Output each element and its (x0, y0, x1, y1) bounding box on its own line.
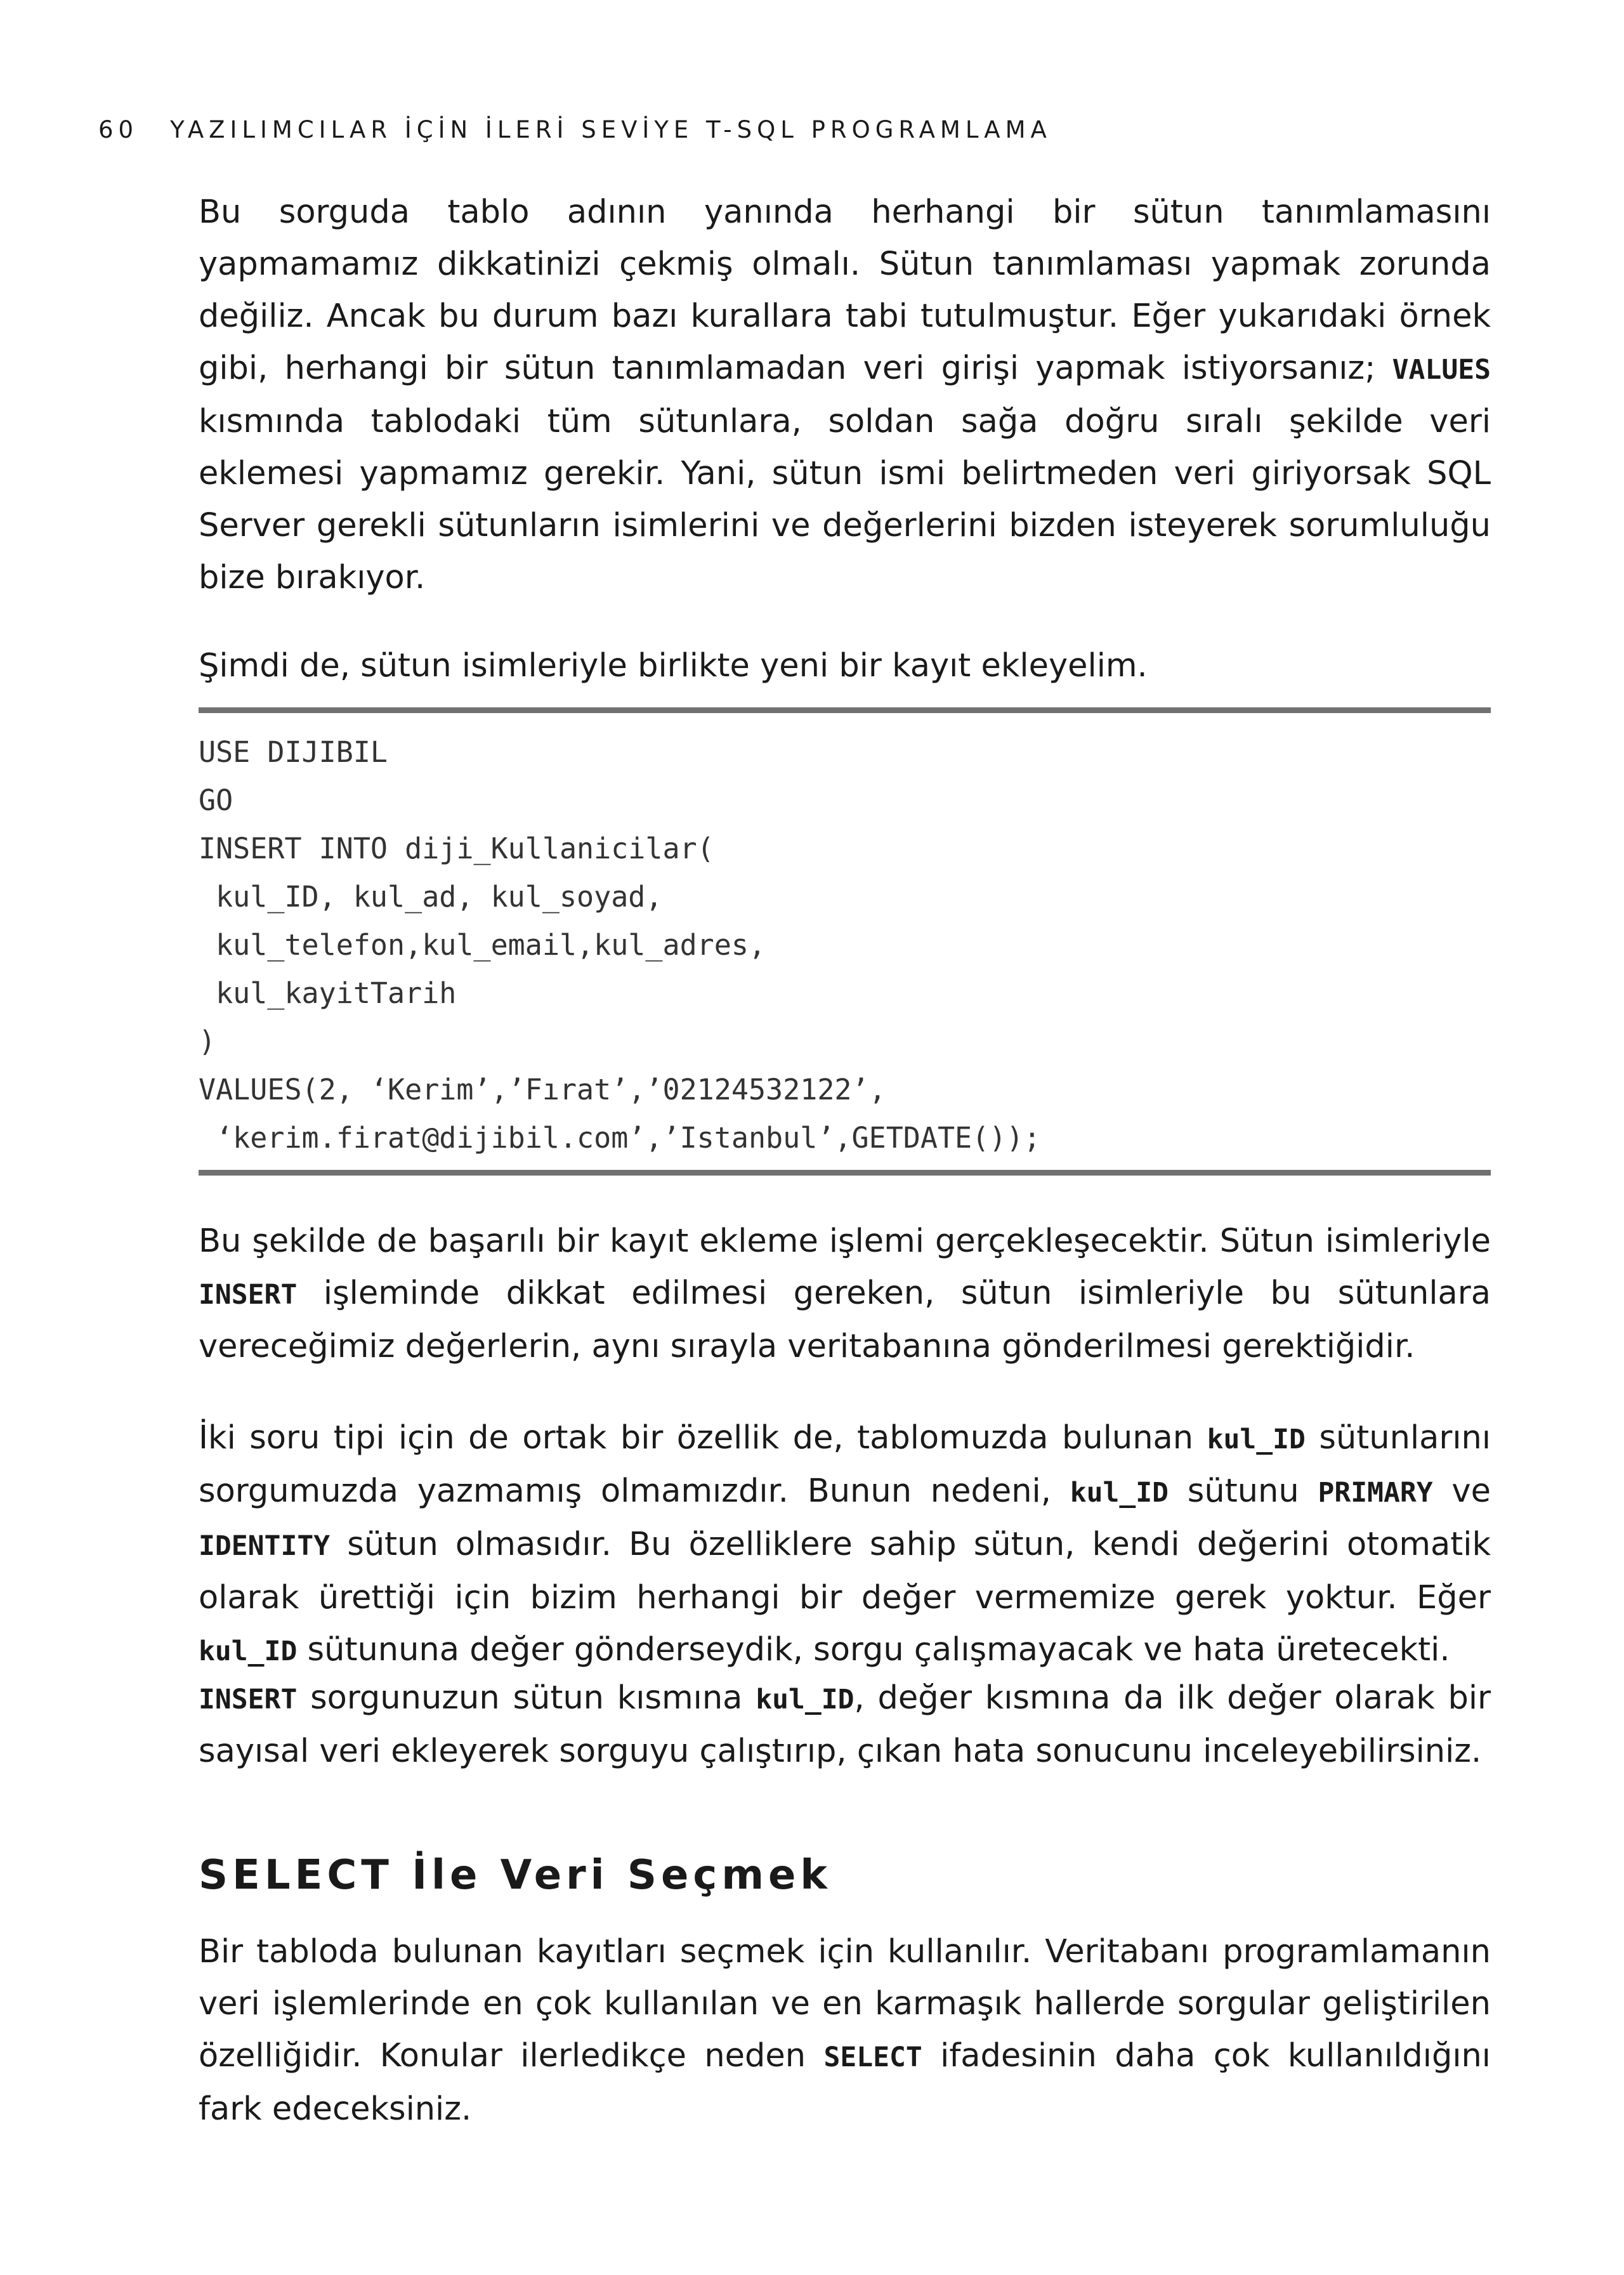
code-line: INSERT INTO diji_Kullanicilar( (199, 832, 714, 865)
paragraph-text: Bu sorguda tablo adının yanında herhangi bir sütun tanımlamasını yapmamamız dikkatinizi çekmiş olmalı. Sütun tanımlaması yapmak zorunda değiliz. Ancak bu durum bazı kurallara tabi tutulmuştur. Eğer yukarıdaki örnek gibi, herhangi bir sütun tanımlamadan veri girişi yapmak istiyorsanız; (199, 193, 1491, 387)
code-line: kul_ID, kul_ad, kul_soyad, (199, 880, 663, 914)
code-line: ) (199, 1025, 216, 1058)
code-bottom-rule (199, 1170, 1491, 1176)
page-number: 60 (98, 116, 139, 143)
inline-code-kul-id: kul_ID (199, 1636, 298, 1667)
sql-code-block (199, 728, 1491, 1162)
paragraph-5 (199, 1672, 1491, 1778)
running-head (98, 116, 1494, 154)
book-title: YAZILIMCILAR İÇİN İLERİ SEVİYE T-SQL PROGRAMLAMA (170, 116, 1052, 143)
inline-code-insert: INSERT (199, 1279, 298, 1311)
inline-code-kul-id: kul_ID (756, 1684, 855, 1715)
code-line: GO (199, 783, 233, 817)
paragraph-text: sütununa değer gönderseydik, sorgu çalışmayacak ve hata üretecekti. (297, 1631, 1450, 1669)
code-line: kul_telefon,kul_email,kul_adres, (199, 928, 766, 962)
inline-code-kul-id: kul_ID (1207, 1424, 1306, 1455)
paragraph-1 (199, 187, 1491, 604)
paragraph-text: Bir tabloda bulunan kayıtları seçmek için kullanılır. Veritabanı programlamanın veri işlemlerinde en çok kullanılan ve en karmaşık hallerde sorgular geliştirilen özelliğidir. Konular ilerledikçe neden (199, 1933, 1491, 2075)
code-line: USE DIJIBIL (199, 735, 388, 769)
paragraph-text: Bu şekilde de başarılı bir kayıt ekleme işlemi gerçekleşecektir. Sütun isimleriyle (199, 1223, 1491, 1260)
inline-code-select: SELECT (823, 2042, 922, 2073)
paragraph-3 (199, 1216, 1491, 1373)
paragraph-text: sütun olmasıdır. Bu özelliklere sahip sütun, kendi değerini otomatik olarak ürettiği için bizim herhangi bir değer vermemize gerek yoktur. Eğer (199, 1526, 1491, 1616)
paragraph-text: kısmında tablodaki tüm sütunlara, soldan sağa doğru sıralı şekilde veri eklemesi yapmamız gerekir. Yani, sütun ismi belirtmeden veri giriyorsak SQL Server gerekli sütunların isimlerini ve değerlerini bizden isteyerek sorumluluğu bize bırakıyor. (199, 403, 1491, 596)
section-title: SELECT İle Veri Seçmek (199, 1852, 832, 1899)
code-line: ‘kerim.firat@dijibil.com’,’Istanbul’,GETDATE()); (199, 1121, 1041, 1155)
paragraph-text: ve (1432, 1472, 1491, 1510)
paragraph-text: sorgunuzun sütun kısmına (297, 1679, 756, 1717)
paragraph-text: işleminde dikkat edilmesi gereken, sütun isimleriyle bu sütunlara vereceğimiz değerlerin, aynı sırayla veritabanına gönderilmesi gerektiğidir. (199, 1275, 1491, 1365)
paragraph-4 (199, 1412, 1491, 1677)
inline-code-identity: IDENTITY (199, 1530, 331, 1562)
inline-code-insert: INSERT (199, 1684, 298, 1715)
paragraph-text: Şimdi de, sütun isimleriyle birlikte yeni bir kayıt ekleyelim. (199, 647, 1148, 685)
paragraph-text: İki soru tipi için de ortak bir özellik de, tablomuzda bulunan (199, 1419, 1207, 1457)
code-line: VALUES(2, ‘Kerim’,’Fırat’,’02124532122’, (199, 1073, 886, 1106)
paragraph-6 (199, 1926, 1491, 2135)
paragraph-2 (199, 640, 1491, 692)
paragraph-text: sütunlarını sorgumuzda yazmamış olmamızdır. Bunun nedeni, (199, 1419, 1491, 1510)
paragraph-text: , değer kısmına da ilk değer olarak bir sayısal veri ekleyerek sorguyu çalıştırıp, çıkan hata sonucunu inceleyebilirsiniz. (199, 1679, 1491, 1770)
inline-code-kul-id: kul_ID (1070, 1477, 1169, 1509)
code-line: kul_kayitTarih (199, 976, 457, 1010)
paragraph-text: ifadesinin daha çok kullanıldığını fark edeceksiniz. (199, 2037, 1491, 2128)
inline-code-primary: PRIMARY (1318, 1477, 1433, 1509)
inline-code-values: VALUES (1392, 354, 1491, 386)
code-top-rule (199, 707, 1491, 713)
paragraph-text: sütunu (1169, 1472, 1318, 1510)
